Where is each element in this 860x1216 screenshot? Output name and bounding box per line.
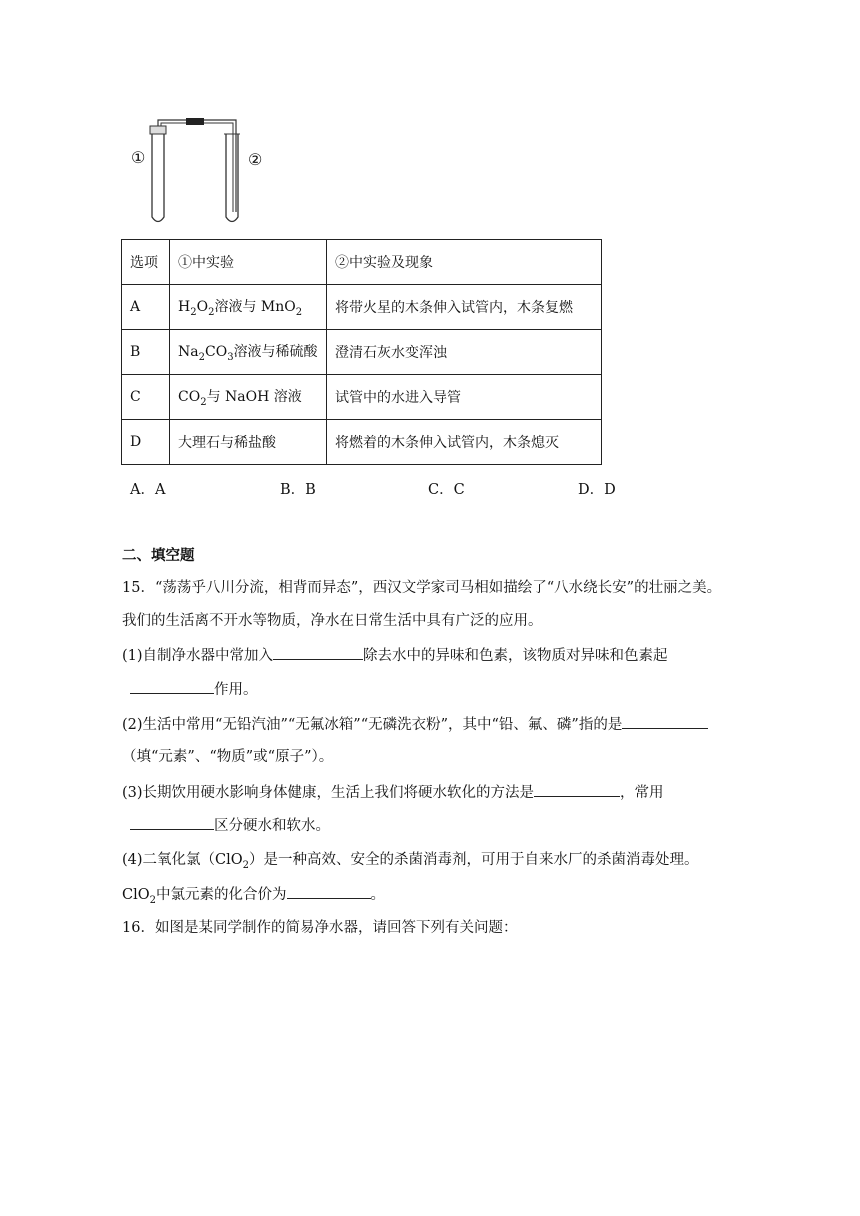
choice-a[interactable]: A．A xyxy=(130,482,166,498)
test-tube-diagram xyxy=(128,112,278,230)
q16-line-1: 16．如图是某同学制作的简易净水器，请回答下列有关问题： xyxy=(122,920,518,936)
experiment-2-cell: 试管中的水进入导管 xyxy=(327,375,602,420)
table-row xyxy=(122,375,602,420)
q15-part-4-cont: ClO$_2$中氯元素的化合价为 。 xyxy=(122,884,385,911)
q15-line-1: 15．“荡荡乎八川分流，相背而异态”，西汉文学家司马相如描绘了“八水绕长安”的壮丽之美。 xyxy=(122,580,722,596)
experiment-1-cell: $CO_2$与 NaOH 溶液 xyxy=(170,375,327,420)
answer-blank[interactable] xyxy=(534,782,620,797)
experiment-1-cell: 大理石与稀盐酸 xyxy=(170,420,327,465)
apparatus-figure xyxy=(128,112,278,230)
choice-d[interactable]: D．D xyxy=(578,482,616,498)
table-header-cell: ②中实验及现象 xyxy=(327,240,602,285)
section-title: 二、填空题 xyxy=(122,547,195,564)
experiment-2-cell: 将燃着的木条伸入试管内，木条熄灭 xyxy=(327,420,602,465)
option-cell: B xyxy=(122,330,170,375)
q15-part-3-cont: 区分硬水和软水。 xyxy=(130,815,330,836)
figure-label-2: ② xyxy=(248,150,263,169)
option-cell: D xyxy=(122,420,170,465)
table-header-row xyxy=(122,240,602,285)
q15-part-2-cont: （填“元素”、“物质”或“原子”）。 xyxy=(122,749,334,765)
table-row xyxy=(122,285,602,330)
experiment-1-cell: $H_2O_2$溶液与 MnO$_2$ xyxy=(170,285,327,330)
options-table xyxy=(121,239,602,465)
experiment-1-cell: $Na_2CO_3$溶液与稀硫酸 xyxy=(170,330,327,375)
answer-blank[interactable] xyxy=(130,815,214,830)
option-cell: C xyxy=(122,375,170,420)
experiment-2-cell: 澄清石灰水变浑浊 xyxy=(327,330,602,375)
q15-part-3: (3)长期饮用硬水影响身体健康，生活上我们将硬水软化的方法是 ，常用 xyxy=(122,782,664,803)
table-header-cell: 选项 xyxy=(122,240,170,285)
figure-label-1: ① xyxy=(131,148,146,167)
answer-blank[interactable] xyxy=(622,714,708,729)
q15-part-1: (1)自制净水器中常加入 除去水中的异味和色素，该物质对异味和色素起 xyxy=(122,645,668,666)
choice-b[interactable]: B．B xyxy=(280,482,316,498)
q15-part-4: (4)二氧化氯（ClO$_2$）是一种高效、安全的杀菌消毒剂，可用于自来水厂的杀菌消毒处理。 xyxy=(122,852,699,871)
answer-blank[interactable] xyxy=(273,645,363,660)
experiment-2-cell: 将带火星的木条伸入试管内，木条复燃 xyxy=(327,285,602,330)
table-header-cell: ①中实验 xyxy=(170,240,327,285)
answer-blank[interactable] xyxy=(287,884,371,899)
choice-c[interactable]: C．C xyxy=(428,482,465,498)
table-row xyxy=(122,330,602,375)
q15-part-1-cont: 作用。 xyxy=(130,679,258,700)
q15-part-2: (2)生活中常用“无铅汽油”“无氟冰箱”“无磷洗衣粉”，其中“铅、氟、磷”指的是 xyxy=(122,714,708,735)
answer-blank[interactable] xyxy=(130,679,214,694)
table-row xyxy=(122,420,602,465)
option-cell: A xyxy=(122,285,170,330)
q15-line-2: 我们的生活离不开水等物质，净水在日常生活中具有广泛的应用。 xyxy=(122,613,543,629)
